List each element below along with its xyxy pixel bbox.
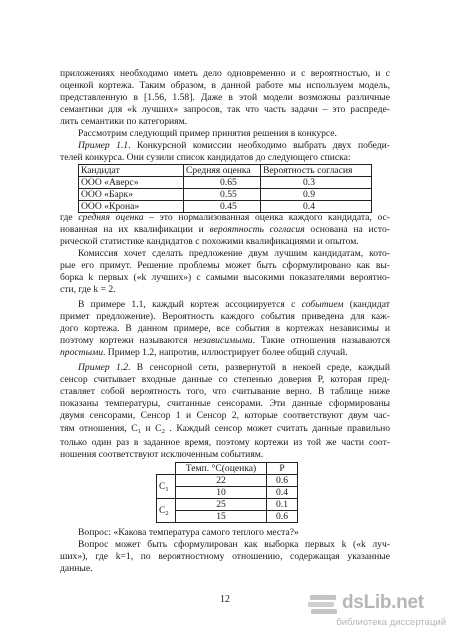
table-cell: ООО «Аверс» xyxy=(79,177,184,189)
table-cell: 15 xyxy=(176,511,267,523)
watermark-subtitle: библиотека диссертаций xyxy=(336,617,446,628)
text-line: семантики для «k лучших» запросов, так что часть задачи – это распреде- xyxy=(60,104,390,115)
text-line: борка k первых («k лучших») с самыми высокими показателями вероятно- xyxy=(60,272,390,283)
relation-part-cell xyxy=(157,475,176,499)
text-span: . Каждый сенсор может считать данные правильно xyxy=(164,423,390,434)
text-span: (кандидат xyxy=(343,299,390,310)
text-line: двумя сенсорами, Сенсор 1 и Сенсор 2, которые соответствуют двум час- xyxy=(60,410,390,421)
table-cell: 0.1 xyxy=(267,499,298,511)
relation-part: C xyxy=(159,505,166,516)
table-cell: ООО «Барк» xyxy=(79,189,184,201)
table-cell: 0.55 xyxy=(184,189,261,201)
table-header-row xyxy=(79,165,372,177)
text-line: ших»), где k=1, по вероятностному отношению, содержащая указанные xyxy=(60,551,390,562)
table-cell: 25 xyxy=(176,499,267,511)
text-line: лить семантики по категориям. xyxy=(60,116,188,127)
text-span: . Конкурсной комиссии необходимо выбрать двух победи- xyxy=(128,140,390,151)
table-cell: 0.6 xyxy=(267,511,298,523)
term: независимыми xyxy=(193,335,253,346)
table-cell: 0.45 xyxy=(184,201,261,213)
text-line: приложениях необходимо иметь дело одновременно и с вероятностью, и с xyxy=(60,68,390,79)
text-line xyxy=(60,423,390,435)
text-line: оценкой кортежа. Таким образом, в данной работе мы используем модель, xyxy=(60,80,390,91)
text-line xyxy=(60,335,390,347)
text-span: где xyxy=(60,212,79,223)
text-span: и xyxy=(140,423,156,434)
text-span: нованная на их квалификации и xyxy=(60,224,210,235)
text-span: . Пример 1.2, напротив, иллюстрирует более общий случай. xyxy=(103,347,348,358)
text-line xyxy=(60,224,390,236)
text-span: . Такие отношения называются xyxy=(252,335,390,346)
relation-part: C xyxy=(155,423,162,434)
term: событием xyxy=(301,299,344,310)
term: средняя оценка xyxy=(78,212,144,223)
subscript: 2 xyxy=(165,510,169,517)
example-label: Пример 1.1 xyxy=(78,140,129,151)
text-line: примет предложение). Вероятность каждого события приведена для каж- xyxy=(60,311,390,322)
table-row xyxy=(79,177,372,189)
text-line: ношения соответствуют исключенным событиям. xyxy=(60,449,264,460)
text-line xyxy=(60,212,390,224)
table-header-cell: Кандидат xyxy=(79,165,184,177)
text-line xyxy=(78,299,390,311)
text-line: Вопрос: «Какова температура самого теплого места?» xyxy=(78,527,299,538)
text-span: основана на исто- xyxy=(304,224,390,235)
text-line xyxy=(78,362,390,374)
table-cell: ООО «Крона» xyxy=(79,201,184,213)
text-line: данные. xyxy=(60,563,93,574)
subscript: 2 xyxy=(161,428,165,435)
text-line: Комиссия хочет сделать предложение двум лучшим кандидатам, кото- xyxy=(78,248,390,259)
text-line: сенсор считывает входные данные со степенью доверия P, которая пред- xyxy=(60,374,390,385)
text-span: В примере 1.1, каждый кортеж ассоциируется с xyxy=(78,299,302,310)
relation-part: C xyxy=(159,481,166,492)
text-line: дого кортежа. В данном примере, все события в кортежах независимы и xyxy=(60,323,390,334)
table-row xyxy=(157,511,298,523)
candidates-table xyxy=(78,164,372,213)
subscript: 1 xyxy=(137,428,141,435)
text-line: телей конкурса. Они сузили список кандидатов до следующего списка: xyxy=(60,152,351,163)
relation-part-cell xyxy=(157,499,176,523)
subscript: 1 xyxy=(165,486,169,493)
table-header-cell: Средняя оценка xyxy=(184,165,261,177)
table-cell: 0.4 xyxy=(267,487,298,499)
text-line: Рассмотрим следующий пример принятия решения в конкурсе. xyxy=(78,128,337,139)
term: простыми xyxy=(60,347,103,358)
text-line: только один раз в заданное время, поэтому кортежи из той же части сoот- xyxy=(60,437,390,448)
text-line xyxy=(60,347,390,359)
text-span: поэтому кортежи называются xyxy=(60,335,194,346)
table-header-cell xyxy=(157,463,176,475)
example-label: Пример 1.2 xyxy=(78,362,129,373)
text-span: – это нормализованная оценка каждого кандидата, ос- xyxy=(143,212,391,223)
table-header-row xyxy=(157,463,298,475)
table-row xyxy=(157,475,298,487)
table-cell: 10 xyxy=(176,487,267,499)
text-line: представленную в [1.56, 1.58]. Даже в этой модели возможны различные xyxy=(60,92,390,103)
text-line: Вопрос может быть сформулирован как выборка первых k («k луч- xyxy=(78,539,390,550)
text-line: ставляет собой вероятность того, что считывание верно. В таблице ниже xyxy=(60,386,390,397)
table-row xyxy=(157,487,298,499)
table-row xyxy=(79,189,372,201)
text-line: рической статистике кандидатов с похожими квалификациями и опытом. xyxy=(60,236,359,247)
text-line: показаны температуры, считанные сенсорами. Эти данные сформированы xyxy=(60,398,390,409)
text-line xyxy=(78,140,390,152)
relation-part: C xyxy=(131,423,138,434)
watermark-brand: dsLib.net xyxy=(342,592,424,613)
table-header-cell: P xyxy=(267,463,298,475)
table-cell: 0.4 xyxy=(261,201,372,213)
watermark xyxy=(296,592,446,632)
table-row xyxy=(157,499,298,511)
table-cell: 0.65 xyxy=(184,177,261,189)
page-number: 12 xyxy=(220,594,230,605)
text-span: тям отношения, xyxy=(60,423,132,434)
table-cell: 0.6 xyxy=(267,475,298,487)
text-line: сти, где k = 2. xyxy=(60,284,116,295)
term: вероятность согласия xyxy=(209,224,305,235)
table-cell: 0.3 xyxy=(261,177,372,189)
table-header-cell: Темп. °C(оценка) xyxy=(176,463,267,475)
table-cell: 0.9 xyxy=(261,189,372,201)
text-line: рые его примут. Решение проблемы может быть сформулировано как вы- xyxy=(60,260,390,271)
book-stack-icon xyxy=(308,593,338,615)
sensor-table xyxy=(156,462,298,523)
table-header-cell: Вероятность согласия xyxy=(261,165,372,177)
table-row xyxy=(79,201,372,213)
table-cell: 22 xyxy=(176,475,267,487)
text-span: . В сенсорной сети, развернутой в некоей среде, каждый xyxy=(128,362,390,373)
